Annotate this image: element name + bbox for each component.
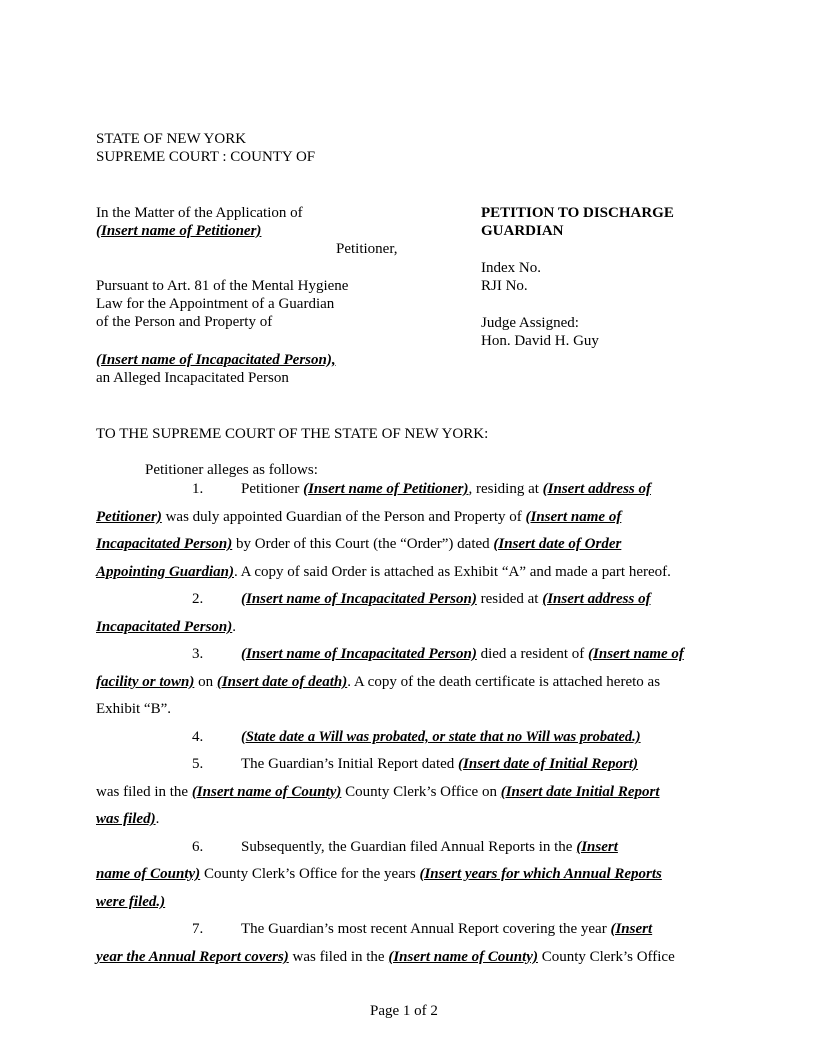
paragraph-2-line-1: (Insert name of Incapacitated Person) resided at (Insert address of: [241, 591, 651, 607]
paragraph-2-line-2: Incapacitated Person).: [96, 619, 236, 635]
index-number-label: Index No.: [481, 260, 541, 276]
court-heading: SUPREME COURT : COUNTY OF: [96, 149, 316, 165]
judge-name: Hon. David H. Guy: [481, 333, 599, 349]
paragraph-3-line-1: (Insert name of Incapacitated Person) died a resident of (Insert name of: [241, 646, 684, 662]
state-heading: STATE OF NEW YORK: [96, 131, 247, 147]
paragraph-5-line-3: was filed).: [96, 811, 160, 827]
pursuant-line-3: of the Person and Property of: [96, 314, 273, 330]
paragraph-7-line-1: The Guardian’s most recent Annual Report covering the year (Insert: [241, 921, 653, 937]
paragraph-3-line-3: Exhibit “B”.: [96, 701, 171, 717]
paragraph-5-number: 5.: [192, 756, 204, 772]
paragraph-1-line-1: Petitioner (Insert name of Petitioner), residing at (Insert address of: [241, 481, 651, 497]
paragraph-5-line-1: The Guardian’s Initial Report dated (Insert date of Initial Report): [241, 756, 639, 772]
rji-number-label: RJI No.: [481, 278, 528, 294]
paragraph-5-line-2: was filed in the (Insert name of County) County Clerk’s Office on (Insert date Initial Report: [96, 784, 660, 800]
petitioner-name-placeholder: (Insert name of Petitioner): [96, 223, 262, 239]
paragraph-4-number: 4.: [192, 729, 204, 745]
pursuant-line-1: Pursuant to Art. 81 of the Mental Hygiene: [96, 278, 349, 294]
paragraph-7-line-2: year the Annual Report covers) was filed in the (Insert name of County) County Clerk’s Office: [96, 949, 675, 965]
page-number: Page 1 of 2: [370, 1003, 438, 1019]
judge-assigned-label: Judge Assigned:: [481, 315, 579, 331]
paragraph-6-line-1: Subsequently, the Guardian filed Annual Reports in the (Insert: [241, 839, 618, 855]
petitioner-label: Petitioner,: [336, 241, 398, 257]
paragraph-1-line-2: Petitioner) was duly appointed Guardian of the Person and Property of (Insert name of: [96, 509, 622, 525]
paragraph-1-line-3: Incapacitated Person) by Order of this Court (the “Order”) dated (Insert date of Order: [96, 536, 622, 552]
paragraph-2-number: 2.: [192, 591, 204, 607]
paragraph-6-number: 6.: [192, 839, 204, 855]
court-address-line: TO THE SUPREME COURT OF THE STATE OF NEW YORK:: [96, 426, 489, 442]
petition-title-line-2: GUARDIAN: [481, 223, 564, 239]
paragraph-1-line-4: Appointing Guardian). A copy of said Order is attached as Exhibit “A” and made a part hereof.: [96, 564, 671, 580]
paragraph-7-number: 7.: [192, 921, 204, 937]
paragraph-6-line-2: name of County) County Clerk’s Office for the years (Insert years for which Annual Reports: [96, 866, 662, 882]
pursuant-line-2: Law for the Appointment of a Guardian: [96, 296, 335, 312]
paragraph-3-line-2: facility or town) on (Insert date of death). A copy of the death certificate is attached hereto as: [96, 674, 661, 690]
paragraph-3-number: 3.: [192, 646, 204, 662]
alleges-line: Petitioner alleges as follows:: [145, 462, 318, 478]
paragraph-1-number: 1.: [192, 481, 204, 497]
paragraph-4-line-1: (State date a Will was probated, or state that no Will was probated.): [241, 729, 641, 745]
matter-line: In the Matter of the Application of: [96, 205, 303, 221]
incapacitated-person-placeholder: (Insert name of Incapacitated Person),: [96, 352, 336, 368]
incapacitated-person-label: an Alleged Incapacitated Person: [96, 370, 289, 386]
petition-title-line-1: PETITION TO DISCHARGE: [481, 205, 674, 221]
paragraph-6-line-3: were filed.): [96, 894, 166, 910]
